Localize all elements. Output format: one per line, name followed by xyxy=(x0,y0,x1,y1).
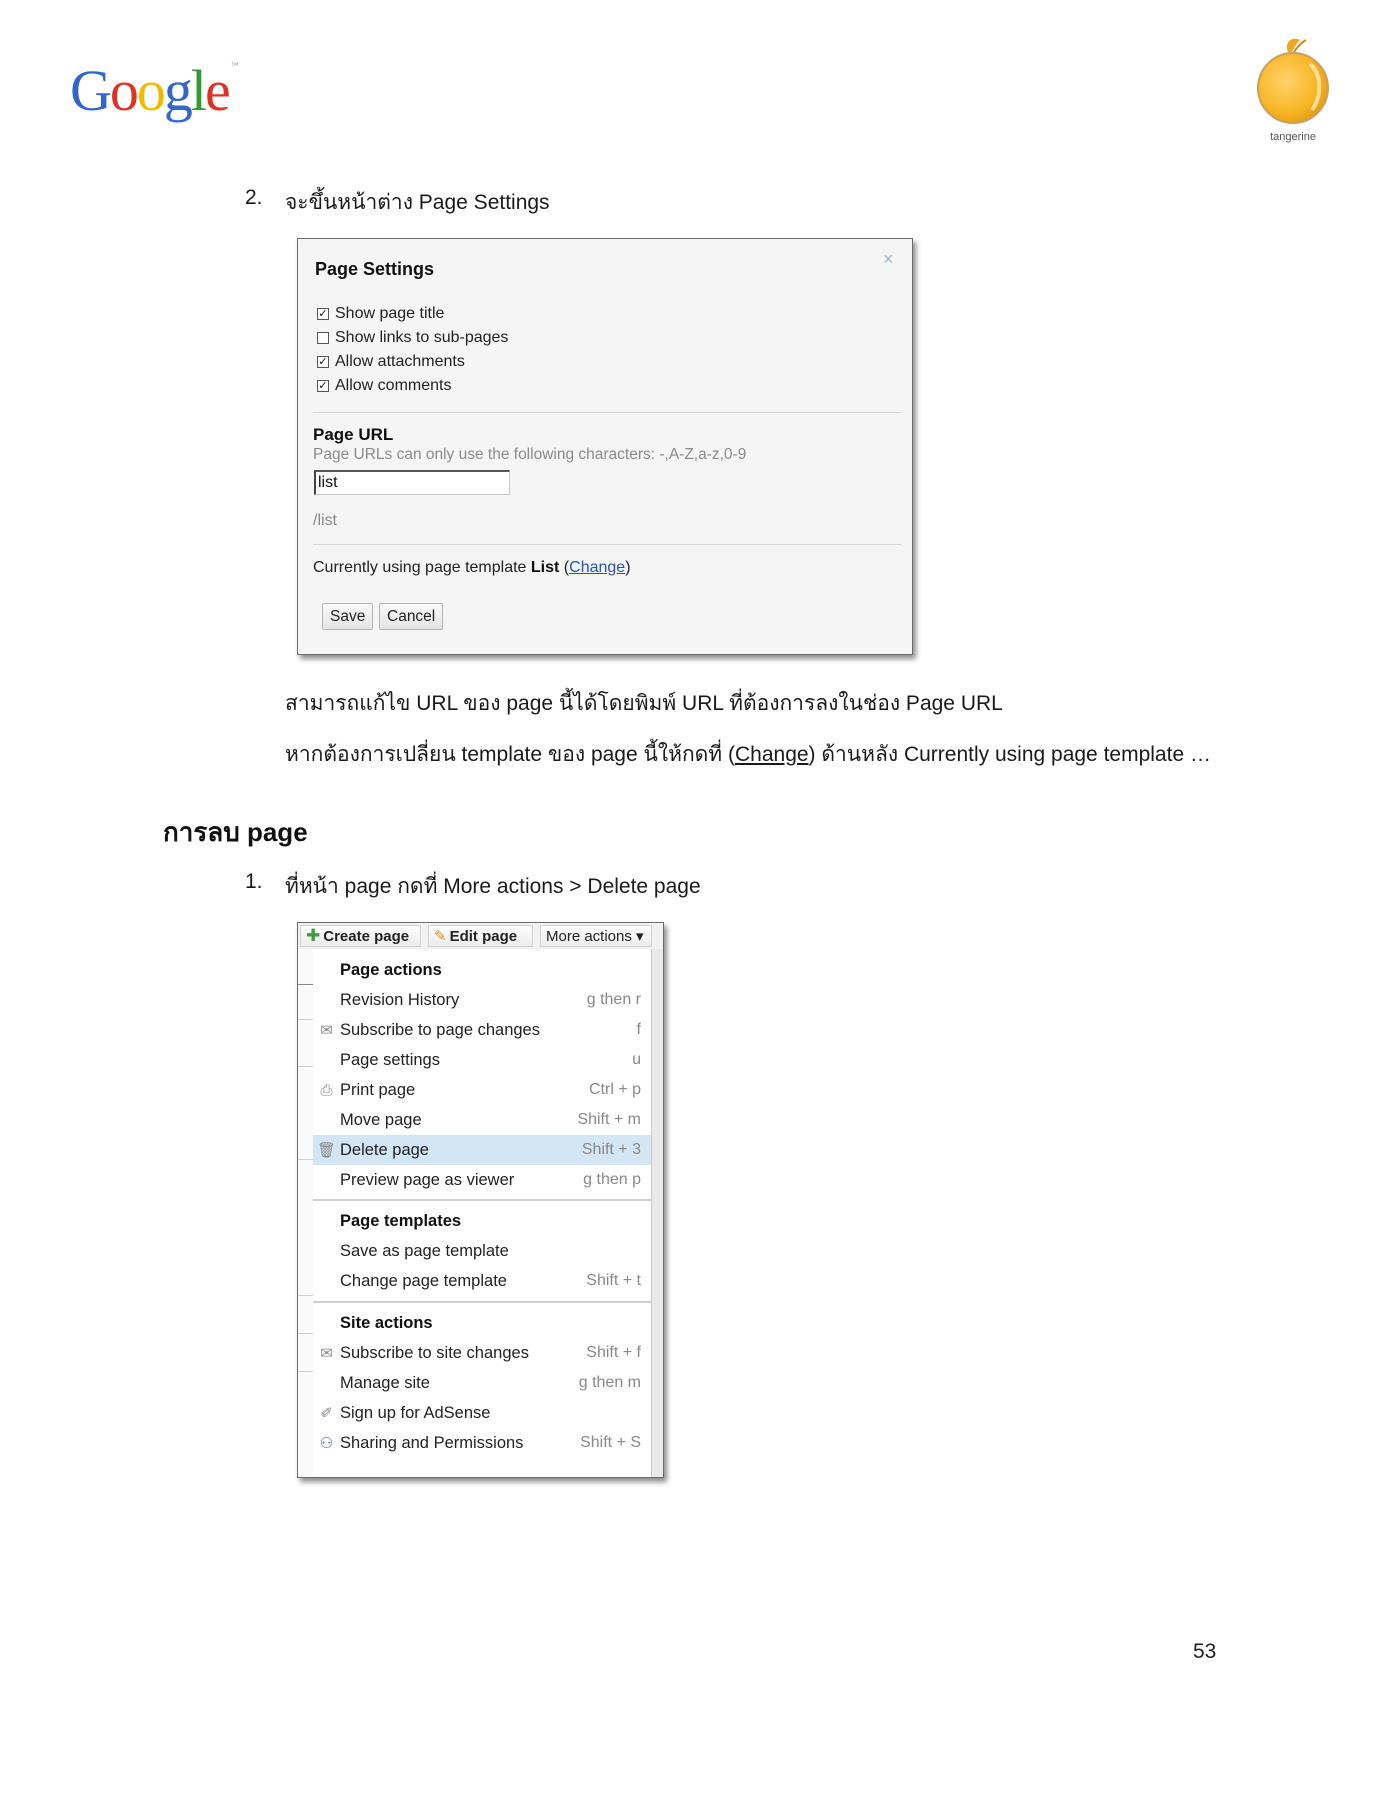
shortcut: Shift + f xyxy=(586,1344,641,1361)
trademark: ™ xyxy=(230,61,237,70)
menu-header-page-actions xyxy=(313,955,651,985)
change-template-link[interactable]: Change xyxy=(569,559,626,576)
item-label: Preview page as viewer xyxy=(340,1170,515,1189)
menu-item-sign-up-adsense[interactable] xyxy=(313,1398,651,1428)
header-label: Page templates xyxy=(340,1211,462,1230)
shortcut: g then m xyxy=(578,1374,641,1391)
button-label: Create page xyxy=(323,927,410,945)
text: ) ด้านหลัง Currently using page template … xyxy=(808,743,1211,766)
item-label: Revision History xyxy=(340,990,460,1009)
header-label: Site actions xyxy=(340,1313,433,1332)
divider xyxy=(298,1159,313,1160)
template-prefix: Currently using page template xyxy=(313,559,531,576)
item-label: Change page template xyxy=(340,1271,507,1290)
save-button[interactable]: Save xyxy=(322,603,373,630)
divider xyxy=(313,544,901,545)
menu-item-page-settings[interactable] xyxy=(313,1045,651,1075)
item-label: Print page xyxy=(340,1080,416,1099)
explanation-url: สามารถแก้ไข URL ของ page นี้ได้โดยพิมพ์ URL ที่ต้องการลงในช่อง Page URL xyxy=(285,692,1003,715)
checkbox-checked-icon[interactable]: ✓ xyxy=(318,308,328,320)
header-label: Page actions xyxy=(340,960,442,979)
page-settings-dialog xyxy=(297,238,913,655)
logo-letter: o xyxy=(136,58,164,123)
divider xyxy=(298,1295,313,1296)
item-label: Subscribe to site changes xyxy=(340,1343,529,1362)
page-toolbar xyxy=(298,923,663,950)
checkbox-checked-icon[interactable]: ✓ xyxy=(318,356,328,368)
checkbox-label: Allow comments xyxy=(335,377,452,394)
template-name: List xyxy=(530,559,560,576)
checkbox-label: Show page title xyxy=(335,305,445,322)
menu-item-subscribe-site-changes[interactable] xyxy=(313,1338,651,1368)
cancel-button[interactable]: Cancel xyxy=(379,603,443,630)
item-label: Sign up for AdSense xyxy=(340,1403,491,1422)
menu-header-page-templates xyxy=(313,1206,651,1236)
divider xyxy=(298,1333,313,1334)
menu-item-subscribe-page-changes[interactable] xyxy=(313,1015,651,1045)
checkbox-unchecked-icon[interactable] xyxy=(317,332,329,344)
shortcut: u xyxy=(632,1051,641,1068)
envelope-icon: ✉ xyxy=(320,1345,333,1362)
item-label: Move page xyxy=(340,1110,422,1129)
button-label: More actions ▾ xyxy=(546,928,644,945)
menu-item-preview-as-viewer[interactable] xyxy=(313,1165,651,1195)
logo-letter: G xyxy=(70,58,110,123)
url-preview: /list xyxy=(313,512,337,529)
close-icon[interactable]: × xyxy=(883,249,894,269)
explanation-template xyxy=(285,738,1211,771)
checkbox-label: Show links to sub-pages xyxy=(335,329,509,346)
logo-letter: o xyxy=(109,58,137,123)
change-link-ref: Change xyxy=(734,743,809,766)
checkbox-show-links-sub-pages[interactable] xyxy=(317,329,508,347)
shortcut: g then r xyxy=(586,991,641,1008)
logo-letter: g xyxy=(163,58,191,123)
shortcut: f xyxy=(636,1021,641,1038)
paren: ( xyxy=(559,559,570,576)
section-heading: การลบ page xyxy=(163,817,308,847)
paren: ) xyxy=(625,559,631,576)
divider xyxy=(313,412,901,413)
shortcut: Ctrl + p xyxy=(588,1081,641,1098)
divider xyxy=(298,1019,313,1020)
step-text: ที่หน้า page กดที่ More actions > Delete page xyxy=(285,875,701,898)
shortcut: Shift + 3 xyxy=(581,1141,641,1158)
item-label: Save as page template xyxy=(340,1241,509,1260)
menu-item-delete-page[interactable] xyxy=(313,1135,651,1165)
step-text: จะขึ้นหน้าต่าง Page Settings xyxy=(285,191,550,214)
checkbox-allow-comments[interactable] xyxy=(317,377,451,395)
step-number: 2. xyxy=(245,186,263,209)
button-label: Edit page xyxy=(449,927,518,945)
menu-item-sharing-permissions[interactable] xyxy=(313,1428,651,1458)
edit-page-button[interactable] xyxy=(428,925,533,947)
menu-item-change-template[interactable] xyxy=(313,1266,651,1296)
item-label: Sharing and Permissions xyxy=(340,1433,524,1452)
more-actions-dropdown xyxy=(313,949,651,1478)
item-label: Page settings xyxy=(340,1050,440,1069)
more-actions-menu-screenshot xyxy=(297,922,664,1478)
page-url-help: Page URLs can only use the following characters: -,A-Z,a-z,0-9 xyxy=(313,446,747,463)
menu-item-save-as-template[interactable] xyxy=(313,1236,651,1266)
shortcut: g then p xyxy=(583,1171,641,1188)
menu-separator xyxy=(313,1301,651,1303)
tangerine-label: tangerine xyxy=(1270,131,1316,143)
logo-letter: e xyxy=(205,58,229,123)
shortcut: Shift + S xyxy=(580,1434,641,1451)
shortcut: Shift + t xyxy=(586,1272,641,1289)
logo-letter: l xyxy=(190,58,206,123)
page-url-heading: Page URL xyxy=(313,425,394,444)
step-number: 1. xyxy=(245,870,263,893)
item-label: Delete page xyxy=(340,1140,429,1159)
item-label: Manage site xyxy=(340,1373,430,1392)
menu-item-move-page[interactable] xyxy=(313,1105,651,1135)
trash-icon: 🗑 xyxy=(316,1142,337,1159)
people-icon: ⚇ xyxy=(319,1435,334,1452)
template-line xyxy=(313,559,631,577)
checkbox-label: Allow attachments xyxy=(335,353,465,370)
checkbox-allow-attachments[interactable] xyxy=(317,353,465,371)
more-actions-button[interactable] xyxy=(540,925,652,947)
menu-item-manage-site[interactable] xyxy=(313,1368,651,1398)
page-number: 53 xyxy=(1193,1640,1217,1663)
page-url-input[interactable] xyxy=(314,470,510,495)
shortcut: Shift + m xyxy=(577,1111,641,1128)
text: หากต้องการเปลี่ยน template ของ page นี้ให้กดที่ ( xyxy=(285,743,735,766)
plus-icon: ✚ xyxy=(306,926,321,945)
background-page xyxy=(298,949,314,1478)
scrollbar[interactable] xyxy=(651,949,664,1478)
checkbox-show-page-title[interactable] xyxy=(317,305,444,323)
adsense-icon: ✐ xyxy=(320,1405,333,1422)
printer-icon: ⎙ xyxy=(320,1081,333,1099)
menu-item-print-page[interactable] xyxy=(313,1075,651,1105)
item-label: Subscribe to page changes xyxy=(340,1020,540,1039)
checkbox-checked-icon[interactable]: ✓ xyxy=(318,380,328,392)
menu-header-site-actions xyxy=(313,1308,651,1338)
divider xyxy=(298,984,313,985)
envelope-icon: ✉ xyxy=(320,1022,333,1039)
menu-separator xyxy=(313,1199,651,1201)
pencil-icon: ✎ xyxy=(434,928,447,945)
dialog-title: Page Settings xyxy=(315,259,435,279)
create-page-button[interactable] xyxy=(300,925,421,947)
menu-item-revision-history[interactable] xyxy=(313,985,651,1015)
google-logo xyxy=(70,58,237,123)
divider xyxy=(298,1066,313,1067)
divider xyxy=(298,1371,313,1372)
